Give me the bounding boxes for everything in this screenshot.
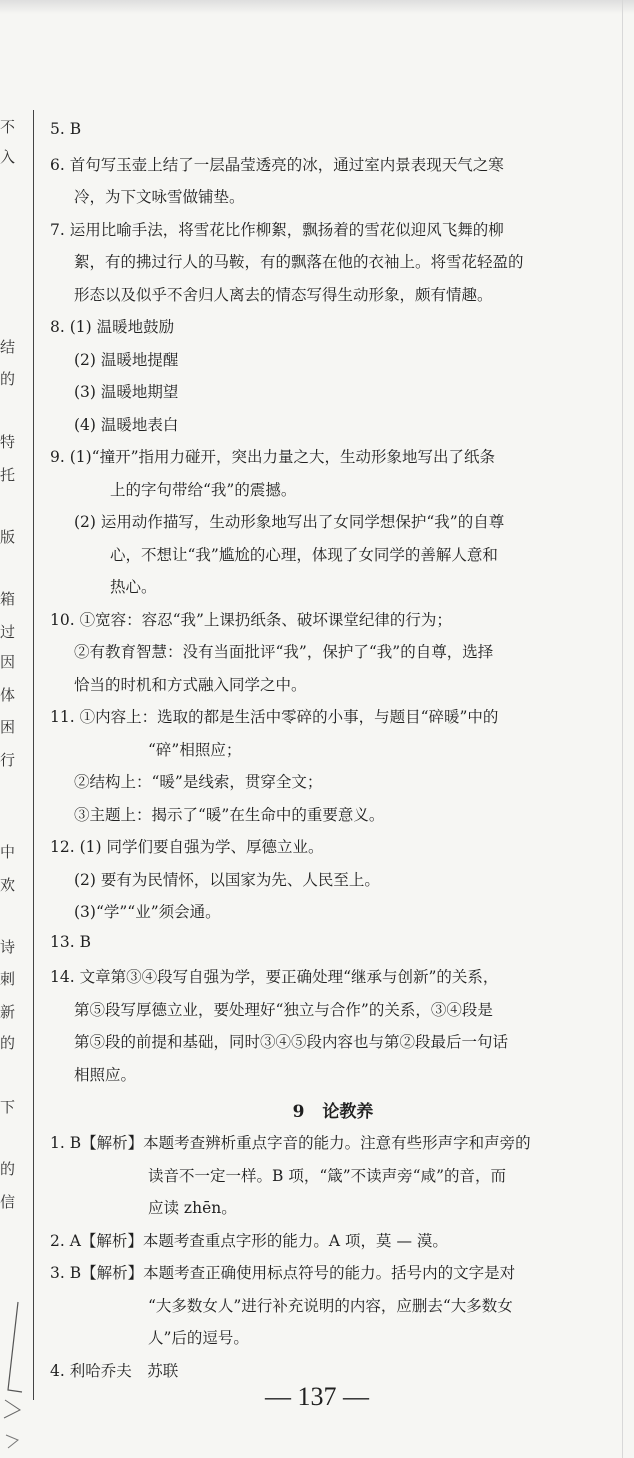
- answer-line: 14. 文章第③④段写自强为学，要正确处理“继承与创新”的关系，: [50, 968, 499, 986]
- answer-line: (3) 温暖地期望: [74, 383, 179, 401]
- answer-line: 上的字句带给“我”的震撼。: [110, 480, 297, 499]
- answer-line: ②结构上：“暖”是线索，贯穿全文；: [74, 773, 323, 791]
- answer-line: 絮，有的拂过行人的马鞍，有的飘落在他的衣袖上。将雪花轻盈的: [74, 253, 524, 271]
- page-number: — 137 —: [265, 1382, 369, 1411]
- answer-line: 热心。: [110, 578, 157, 596]
- answer-line: 形态以及似乎不舍归人离去的情态写得生动形象，颇有情趣。: [74, 285, 493, 304]
- answer-line: 10. ①宽容：容忍“我”上课扔纸条、破坏课堂纪律的行为；: [50, 610, 452, 629]
- answer-line: 2. A【解析】本题考查重点字形的能力。A 项，莫 — 漠。: [50, 1231, 448, 1250]
- margin-char: 不: [0, 118, 16, 136]
- margin-char: 入: [0, 148, 16, 166]
- answer-line: ②有教育智慧：没有当面批评“我”，保护了“我”的自尊，选择: [74, 643, 494, 661]
- margin-char: 欢: [0, 876, 16, 894]
- margin-char: 过: [0, 623, 16, 641]
- answer-line: 心，不想让“我”尴尬的心理，体现了女同学的善解人意和: [110, 545, 498, 564]
- margin-char: 信: [0, 1193, 16, 1211]
- answer-line: ③主题上：揭示了“暖”在生命中的重要意义。: [74, 805, 385, 824]
- answer-line: (2) 温暖地提醒: [74, 350, 179, 369]
- answer-line: (2) 运用动作描写，生动形象地写出了女同学想保护“我”的自尊: [74, 513, 505, 531]
- section-number: 9: [292, 1102, 305, 1122]
- answer-line: 5. B: [50, 120, 82, 138]
- answer-line: (2) 要有为民情怀，以国家为先、人民至上。: [74, 870, 380, 889]
- answer-line: 应读 zhēn。: [148, 1199, 237, 1217]
- margin-char: 因: [0, 653, 16, 671]
- top-shadow: [0, 0, 634, 14]
- margin-char: 结: [0, 338, 16, 356]
- answer-line: 恰当的时机和方式融入同学之中。: [74, 675, 307, 694]
- margin-char: 中: [0, 843, 16, 861]
- margin-char: 新: [0, 1003, 16, 1021]
- margin-char: 下: [0, 1098, 16, 1116]
- answer-line: “碎”相照应；: [148, 740, 242, 759]
- answer-line: 11. ①内容上：选取的都是生活中零碎的小事，与题目“碎暖”中的: [50, 708, 499, 726]
- answer-line: 人”后的逗号。: [148, 1329, 249, 1347]
- answer-line: (3)“学”“业”须会通。: [74, 903, 221, 921]
- answer-line: 9. (1)“撞开”指用力碰开，突出力量之大，生动形象地写出了纸条: [50, 448, 496, 466]
- margin-char: 托: [0, 466, 16, 484]
- answer-line: 相照应。: [74, 1065, 137, 1084]
- margin-char: 体: [0, 686, 16, 704]
- margin-char: 箱: [0, 590, 16, 608]
- margin-char: 的: [0, 370, 16, 388]
- answer-line: 第⑤段的前提和基础，同时③④⑤段内容也与第②段最后一句话: [74, 1033, 509, 1051]
- margin-char: 困: [0, 718, 16, 736]
- answer-line: 冷，为下文咏雪做铺垫。: [74, 188, 245, 206]
- answer-line: 1. B【解析】本题考查辨析重点字音的能力。注意有些形声字和声旁的: [50, 1134, 531, 1152]
- answer-line: 7. 运用比喻手法，将雪花比作柳絮，飘扬着的雪花似迎风飞舞的柳: [50, 220, 504, 239]
- margin-char: 刺: [0, 970, 16, 988]
- left-page-margin-text: [0, 110, 14, 1290]
- pen-scribble-icon: [2, 1300, 26, 1450]
- answer-line: 8. (1) 温暖地鼓励: [50, 318, 175, 336]
- margin-char: 版: [0, 528, 16, 546]
- answer-line: (4) 温暖地表白: [74, 415, 179, 434]
- margin-char: 的: [0, 1160, 16, 1178]
- answer-line: 6. 首句写玉壶上结了一层晶莹透亮的冰，通过室内景表现天气之寒: [50, 155, 504, 174]
- answer-line: “大多数女人”进行补充说明的内容，应删去“大多数女: [148, 1296, 513, 1315]
- answer-line: 第⑤段写厚德立业，要处理好“独立与合作”的关系，③④段是: [74, 1000, 493, 1019]
- right-fold-line: [622, 0, 623, 1458]
- answer-line: 13. B: [50, 932, 91, 951]
- margin-char: 行: [0, 751, 16, 769]
- section-heading: [50, 1097, 616, 1122]
- section-title: 论教养: [322, 1102, 374, 1122]
- margin-char: 特: [0, 433, 16, 451]
- answer-line: 4. 利哈乔夫 苏联: [50, 1361, 179, 1380]
- margin-char: 的: [0, 1034, 16, 1052]
- margin-char: 诗: [0, 938, 16, 956]
- answer-line: 读音不一定一样。B 项，“箴”不读声旁“咸”的音，而: [148, 1166, 507, 1185]
- column-divider: [33, 110, 34, 1400]
- answer-line: 12. (1) 同学们要自强为学、厚德立业。: [50, 838, 324, 856]
- answer-line: 3. B【解析】本题考查正确使用标点符号的能力。括号内的文字是对: [50, 1264, 516, 1282]
